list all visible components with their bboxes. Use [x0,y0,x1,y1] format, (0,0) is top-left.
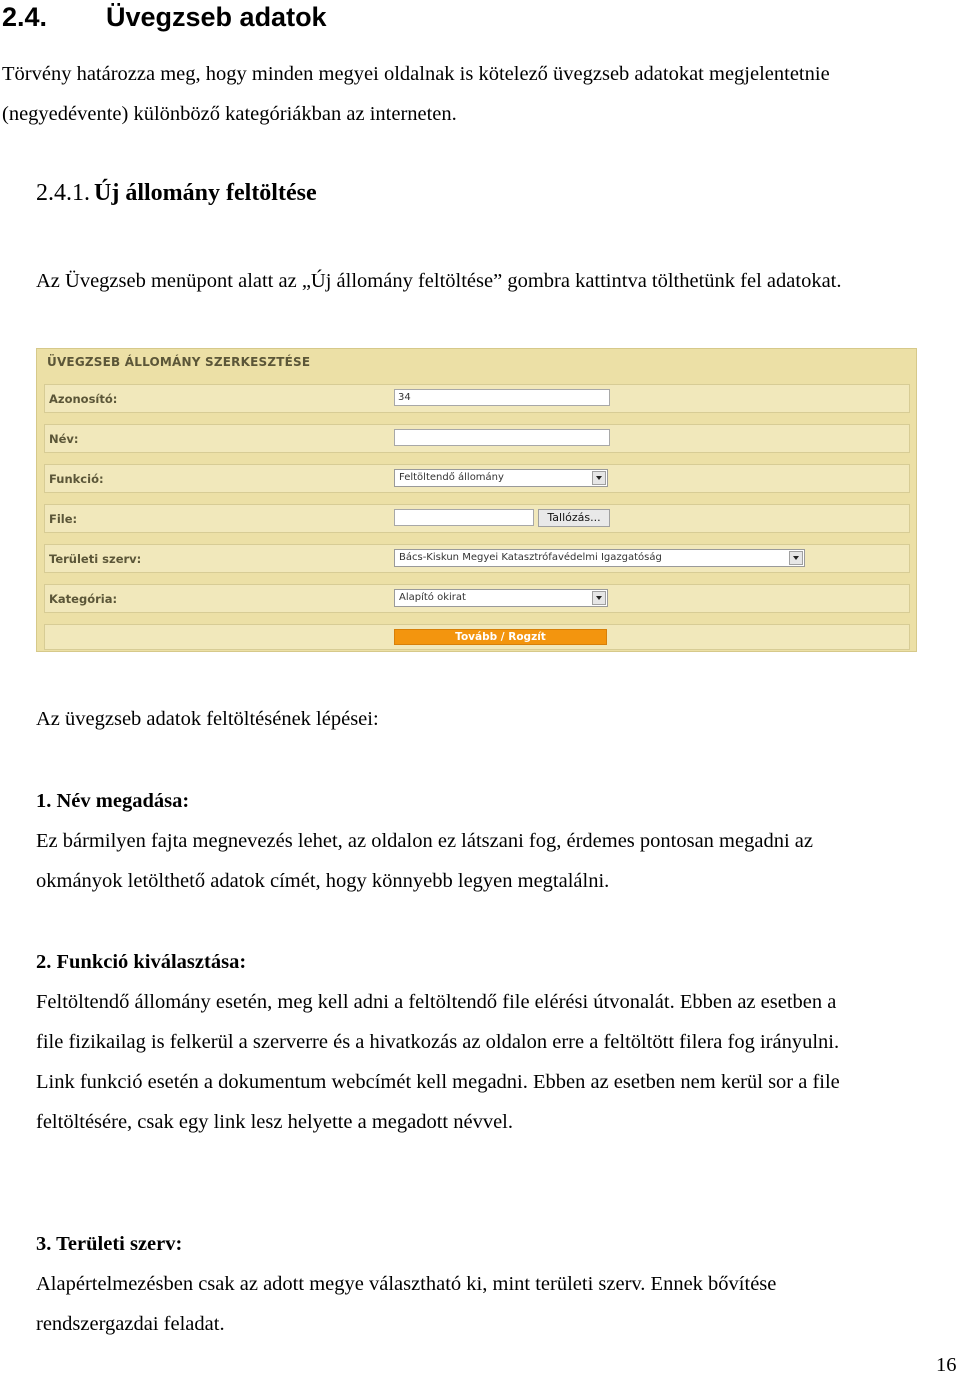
step1-title: 1. Név megadása: [36,790,190,812]
funkcio-select[interactable] [394,469,608,487]
form-row-nev [44,424,910,453]
step1-line-1: Ez bármilyen fajta megnevezés lehet, az oldalon ez látszani fog, érdemes pontosan megadni az [36,830,813,852]
step1-line-2: okmányok letölthető adatok címét, hogy könnyebb legyen megtalálni. [36,870,610,892]
form-row-kategoria [44,584,910,613]
step3-line-2: rendszergazdai feladat. [36,1313,225,1335]
intro-line-2: (negyedévente) különböző kategóriákban az interneten. [2,103,457,125]
step2-line-4: feltöltésére, csak egy link lesz helyette a megadott névvel. [36,1111,514,1133]
section-number: 2.4. [2,2,48,32]
section-heading [2,2,327,33]
chevron-down-icon[interactable] [592,591,606,605]
browse-button[interactable]: Tallózás... [538,509,610,527]
uvegzseb-edit-form [36,348,917,652]
form-row-submit [44,624,910,650]
kategoria-label: Kategória: [49,592,118,606]
step2-line-2: file fizikailag is felkerül a szerverre és a hivatkozás az oldalon erre a feltöltött filera fog irányulni. [36,1031,840,1053]
teruleti-szerv-select[interactable] [394,549,805,567]
subsection-title: Új állomány feltöltése [94,180,317,206]
step3-line-1: Alapértelmezésben csak az adott megye választható ki, mint területi szerv. Ennek bővítése [36,1273,777,1295]
azonosito-input[interactable]: 34 [394,389,610,406]
teruleti-szerv-label: Területi szerv: [49,552,142,566]
chevron-down-icon[interactable] [592,471,606,485]
funkcio-selected-value: Feltöltendő állomány [399,472,504,483]
nev-label: Név: [49,432,79,446]
teruleti-szerv-selected-value: Bács-Kiskun Megyei Katasztrófavédelmi Igazgatóság [399,552,662,563]
chevron-down-icon[interactable] [789,551,803,565]
subsection-heading [36,180,317,207]
page-number: 16 [936,1354,957,1376]
form-row-teruleti-szerv [44,544,910,573]
azonosito-label: Azonosító: [49,392,118,406]
form-row-funkcio [44,464,910,493]
section-title: Üvegzseb adatok [106,2,327,32]
subsection-number: 2.4.1. [36,180,90,206]
step2-title: 2. Funkció kiválasztása: [36,951,247,973]
subsection-intro: Az Üvegzseb menüpont alatt az „Új állomány feltöltése” gombra kattintva tölthetünk fel adatokat. [36,270,842,292]
funkcio-label: Funkció: [49,472,104,486]
kategoria-selected-value: Alapító okirat [399,592,466,603]
step3-title: 3. Területi szerv: [36,1233,183,1255]
nev-input[interactable] [394,429,610,446]
steps-heading: Az üvegzseb adatok feltöltésének lépései: [36,708,379,730]
intro-line-1: Törvény határozza meg, hogy minden megyei oldalnak is kötelező üvegzseb adatokat megjelentetnie [2,63,830,85]
submit-button[interactable]: Tovább / Rogzít [394,629,607,645]
file-path-input[interactable] [394,509,534,526]
form-row-azonosito [44,384,910,413]
form-title: ÜVEGZSEB ÁLLOMÁNY SZERKESZTÉSE [47,355,311,369]
step2-line-3: Link funkció esetén a dokumentum webcímét kell megadni. Ebben az esetben nem kerül sor a file [36,1071,840,1093]
step2-line-1: Feltöltendő állomány esetén, meg kell adni a feltöltendő file elérési útvonalát. Ebben az esetben a [36,991,837,1013]
form-row-file [44,504,910,533]
file-label: File: [49,512,78,526]
kategoria-select[interactable] [394,589,608,607]
